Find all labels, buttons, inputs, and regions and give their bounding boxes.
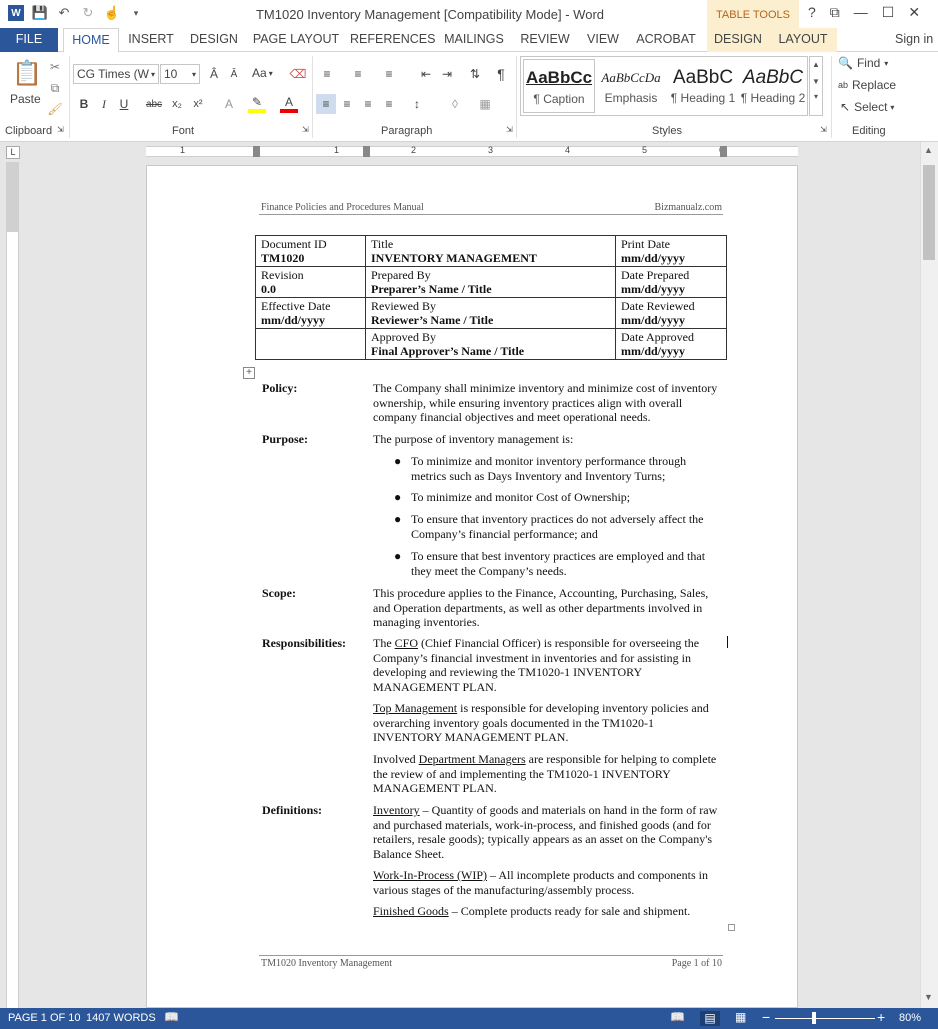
term-cfo: CFO [394, 636, 418, 650]
list-item: To minimize and monitor inventory performance through metrics such as Days Inventory and Inventory Turns; [411, 454, 687, 483]
line-spacing-icon[interactable]: ↕ [414, 97, 420, 111]
cell-label: Title [371, 237, 394, 251]
table-cell[interactable] [616, 298, 727, 329]
cell-value: mm/dd/yyyy [261, 313, 326, 327]
read-mode-icon[interactable]: 📖 [670, 1010, 685, 1024]
right-indent-marker[interactable] [720, 146, 727, 157]
group-divider [831, 56, 832, 138]
scroll-up-arrow-icon[interactable]: ▲ [924, 145, 933, 155]
text-run: – Complete products ready for sale and shipment. [448, 904, 691, 918]
format-painter-icon[interactable]: 🖌 [47, 102, 63, 116]
table-cell[interactable] [366, 267, 616, 298]
tab-acrobat[interactable]: ACROBAT [636, 32, 696, 46]
style-heading-1[interactable] [667, 59, 739, 113]
numbering-icon[interactable]: ≡ [354, 67, 362, 81]
cell-label: Date Prepared [621, 268, 690, 282]
style-caption[interactable] [523, 59, 595, 113]
term-top-management: Top Management [373, 701, 458, 715]
definition-wip [373, 868, 725, 897]
close-button[interactable]: ✕ [908, 4, 921, 20]
font-name-value: CG Times (W [77, 67, 149, 81]
text-cursor [727, 636, 728, 648]
list-item: To minimize and monitor Cost of Ownership; [411, 490, 631, 504]
paragraph-launcher-icon[interactable]: ⇲ [506, 125, 513, 134]
show-formatting-icon[interactable]: ¶ [497, 66, 505, 82]
cell-label: Reviewed By [371, 299, 436, 313]
customize-qat-icon[interactable]: ▾ [133, 7, 139, 18]
change-case-button[interactable] [252, 66, 273, 80]
cell-value: TM1020 [261, 251, 305, 265]
quick-access-toolbar [8, 5, 144, 21]
font-size-value: 10 [164, 67, 178, 81]
page-count[interactable]: PAGE 1 OF 10 [8, 1012, 81, 1024]
tab-table-layout[interactable]: LAYOUT [769, 28, 837, 52]
text-effects-icon[interactable]: A [224, 97, 233, 111]
style-sample: AaBbCcDa [601, 70, 661, 85]
word-logo-icon[interactable]: W [8, 5, 24, 21]
editing-group-label: Editing [852, 125, 886, 137]
footer-rule [259, 955, 723, 956]
purpose-text: The purpose of inventory management is: [373, 432, 574, 446]
scroll-down-arrow-icon[interactable]: ▼ [924, 992, 933, 1002]
tab-insert[interactable]: INSERT [128, 32, 174, 46]
policy-label: Policy: [262, 381, 298, 395]
definition-finished-goods [373, 904, 725, 919]
superscript-icon[interactable]: x² [193, 98, 203, 110]
term-department-managers: Department Managers [418, 752, 526, 766]
clear-formatting-icon[interactable]: ⌫ [289, 67, 307, 81]
tab-file[interactable]: FILE [0, 28, 58, 52]
select-label: Select [854, 100, 888, 114]
footer-left: TM1020 Inventory Management [261, 958, 393, 969]
table-cell[interactable] [256, 236, 366, 267]
bullet-icon: ● [394, 512, 402, 526]
tab-review[interactable]: REVIEW [520, 32, 570, 46]
term-finished-goods: Finished Goods [373, 904, 449, 918]
scroll-up-icon[interactable]: ▲ [812, 60, 820, 69]
replace-button[interactable] [838, 78, 896, 92]
table-cell[interactable] [616, 267, 727, 298]
table-row [256, 298, 727, 329]
tab-home[interactable]: HOME [63, 28, 119, 53]
font-name-combo[interactable] [73, 64, 159, 84]
minimize-button[interactable]: — [853, 4, 868, 20]
proofing-icon[interactable]: 📖 [164, 1010, 179, 1024]
cursor-icon: ↖ [840, 100, 851, 114]
table-cell[interactable] [256, 298, 366, 329]
table-cell[interactable] [366, 298, 616, 329]
style-sample: AaBbCc [525, 68, 593, 87]
definition-inventory [373, 803, 725, 862]
cut-icon[interactable]: ✂ [49, 60, 61, 74]
align-right-icon[interactable]: ≡ [364, 97, 372, 111]
responsibility-department-managers [373, 752, 725, 796]
text-run: – Quantity of goods and materials on hand in the form of raw and purchased materials, work-in-process, and finished goods (and for retailers, resale goods); typically appears as an asset on the Company's Balance Sheet. [373, 803, 718, 862]
style-name: ¶ Heading 2 [740, 91, 806, 105]
underline-icon[interactable]: U [119, 97, 129, 111]
style-name: ¶ Caption [533, 92, 585, 106]
increase-indent-icon[interactable]: ⇥ [441, 67, 453, 81]
cell-value: 0.0 [261, 282, 276, 296]
cell-label: Print Date [621, 237, 670, 251]
highlight-icon[interactable]: ✎ [248, 95, 266, 113]
grow-font-icon[interactable]: Â [209, 67, 218, 81]
replace-icon: ab [838, 80, 849, 90]
paste-button[interactable]: Paste [10, 92, 41, 106]
paste-icon[interactable]: 📋 [12, 59, 42, 87]
multilevel-list-icon[interactable]: ≡ [385, 67, 393, 81]
header-rule [259, 214, 723, 215]
document-control-table[interactable] [255, 235, 727, 360]
paragraph-group-label: Paragraph [381, 125, 433, 137]
table-cell[interactable] [366, 236, 616, 267]
style-emphasis[interactable] [595, 59, 667, 113]
cell-value: mm/dd/yyyy [621, 313, 686, 327]
cell-label: Effective Date [261, 299, 331, 313]
cell-value: mm/dd/yyyy [621, 251, 686, 265]
select-button[interactable] [840, 100, 894, 114]
ruler-mark: 5 [642, 145, 648, 155]
dropdown-arrow-icon: ▾ [191, 69, 196, 79]
table-resize-handle-icon[interactable] [728, 924, 735, 931]
undo-icon[interactable]: ↶ [58, 5, 70, 20]
sort-icon[interactable]: ⇅ [469, 67, 481, 81]
text-run: The [373, 636, 395, 650]
font-launcher-icon[interactable]: ⇲ [302, 125, 309, 134]
styles-launcher-icon[interactable]: ⇲ [820, 125, 827, 134]
shading-icon[interactable]: ◊ [452, 97, 458, 111]
more-styles-icon[interactable]: ▾ [813, 92, 818, 101]
ruler-mark: 1 [180, 145, 186, 155]
print-layout-icon[interactable]: ▤ [700, 1011, 720, 1026]
dropdown-arrow-icon: ▾ [150, 69, 155, 79]
replace-label: Replace [852, 78, 897, 92]
table-move-handle-icon[interactable]: + [243, 367, 255, 379]
vertical-scrollbar[interactable] [920, 142, 938, 1008]
align-center-icon[interactable]: ≡ [343, 97, 351, 111]
text-run: (Chief Financial Officer) is responsible for overseeing the Company’s financial investment in inventories and for assisting in developing and reviewing the TM1020-1 INVENTORY MANAGEMENT PLAN. [373, 636, 700, 695]
cell-value: mm/dd/yyyy [621, 282, 686, 296]
bullets-icon[interactable]: ≡ [323, 67, 331, 81]
word-count[interactable]: 1407 WORDS [86, 1012, 156, 1024]
tab-page-layout[interactable]: PAGE LAYOUT [252, 32, 340, 46]
tab-selector[interactable]: L [6, 146, 20, 159]
decrease-indent-icon[interactable]: ⇤ [420, 67, 432, 81]
zoom-slider-thumb[interactable] [812, 1012, 816, 1024]
responsibility-cfo [373, 636, 725, 695]
text-run: – All incomplete products and components in various stages of the manufacturing/assembly process. [373, 868, 708, 897]
footer-right: Page 1 of 10 [671, 958, 722, 969]
cell-value: mm/dd/yyyy [621, 344, 686, 358]
tab-design[interactable]: DESIGN [190, 32, 238, 46]
header-right: Bizmanualz.com [654, 202, 722, 213]
term-inventory: Inventory [373, 803, 420, 817]
cell-label: Date Approved [621, 330, 694, 344]
cell-label: Date Reviewed [621, 299, 695, 313]
group-divider [516, 56, 517, 138]
window-controls [808, 4, 920, 21]
binoculars-icon: 🔍 [838, 56, 853, 70]
ruler-mark: 4 [565, 145, 571, 155]
responsibility-top-management [373, 701, 725, 745]
redo-icon[interactable]: ↻ [82, 5, 94, 20]
help-icon[interactable]: ? [808, 4, 816, 20]
style-heading-2[interactable] [737, 59, 809, 113]
tab-view[interactable]: VIEW [587, 32, 619, 46]
table-cell[interactable] [256, 329, 366, 360]
change-case-label: Aa [252, 66, 267, 80]
ribbon-tabs [0, 28, 938, 52]
shrink-font-icon[interactable]: Ǎ [230, 68, 238, 80]
dropdown-arrow-icon: ▾ [884, 58, 889, 68]
bullet-icon: ● [394, 490, 402, 504]
style-name: Emphasis [604, 91, 658, 105]
style-name: ¶ Heading 1 [670, 91, 736, 105]
style-sample: AaBbC [742, 67, 804, 88]
clipboard-launcher-icon[interactable]: ⇲ [57, 125, 64, 134]
save-icon[interactable]: 💾 [31, 5, 49, 20]
group-divider [312, 56, 313, 138]
left-indent-marker[interactable] [253, 146, 260, 157]
styles-gallery[interactable] [520, 56, 808, 116]
style-sample: AaBbC [672, 67, 734, 88]
text-run: is responsible for developing inventory policies and overarching inventory goals documented in the TM1020-1 INVENTORY MANAGEMENT PLAN. [373, 701, 709, 745]
cell-value: Reviewer’s Name / Title [371, 313, 494, 327]
zoom-in-icon[interactable]: + [877, 1009, 886, 1025]
group-divider [69, 56, 70, 138]
table-tools-label: TABLE TOOLS [707, 0, 799, 28]
ruler-mark: 2 [411, 145, 417, 155]
status-bar [0, 1008, 938, 1029]
font-group-label: Font [172, 125, 195, 137]
font-color-icon[interactable]: A [280, 95, 298, 113]
text-run: are responsible for helping to complete the review of and implementing the TM1020-1 INVENTORY MANAGEMENT PLAN. [373, 752, 717, 796]
ribbon-display-icon[interactable]: ⧉ [829, 4, 840, 20]
tab-table-design[interactable]: DESIGN [707, 28, 769, 52]
horizontal-ruler[interactable] [146, 146, 798, 157]
list-item: To ensure that best inventory practices are employed and that they meet the Company’s needs. [411, 549, 706, 578]
cell-value: Final Approver’s Name / Title [371, 344, 525, 358]
definitions-label: Definitions: [262, 803, 322, 817]
dropdown-arrow-icon: ▾ [890, 102, 895, 112]
window-title: TM1020 Inventory Management [Compatibility Mode] - Word [255, 7, 605, 22]
tab-references[interactable]: REFERENCES [350, 32, 436, 46]
find-label: Find [856, 56, 881, 70]
scope-text: This procedure applies to the Finance, Accounting, Purchasing, Sales, and Operation departments, as well as other departments involved in managing inventories. [373, 586, 709, 630]
policy-text: The Company shall minimize inventory and minimize cost of inventory ownership, while ensuring inventory practices align with overall company financial objectives and meet operational needs. [373, 381, 718, 425]
cell-label: Approved By [371, 330, 436, 344]
styles-gallery-scroll[interactable] [809, 56, 823, 116]
strikethrough-icon[interactable]: abc [145, 98, 163, 110]
cell-label: Revision [261, 268, 304, 282]
touch-mode-icon[interactable]: ☝ [103, 5, 121, 20]
table-cell[interactable] [366, 329, 616, 360]
sign-in-link[interactable]: Sign in [895, 32, 934, 46]
bold-icon[interactable]: B [79, 97, 89, 111]
scrollbar-thumb[interactable] [923, 165, 935, 260]
term-wip: Work-In-Process (WIP) [373, 868, 487, 882]
zoom-level[interactable]: 80% [899, 1012, 922, 1024]
web-layout-icon[interactable]: ▦ [735, 1010, 747, 1024]
bullet-icon: ● [394, 549, 402, 563]
clipboard-group-label: Clipboard [5, 125, 53, 137]
styles-group-label: Styles [652, 125, 682, 137]
list-item: To ensure that inventory practices do not adversely affect the Company’s financial performance; and [411, 512, 704, 541]
dropdown-arrow-icon: ▾ [268, 68, 273, 78]
copy-icon[interactable]: ⧉ [50, 80, 60, 95]
maximize-button[interactable]: ☐ [881, 4, 895, 20]
ruler-mark: 1 [334, 145, 340, 155]
cell-label: Document ID [261, 237, 327, 251]
vertical-ruler-margin [6, 162, 19, 232]
cell-label: Prepared By [371, 268, 431, 282]
text-run: Involved [373, 752, 419, 766]
cell-value: Preparer’s Name / Title [371, 282, 492, 296]
zoom-slider-track[interactable] [775, 1018, 875, 1019]
table-row [256, 329, 727, 360]
table-cell[interactable] [616, 329, 727, 360]
table-row [256, 236, 727, 267]
cell-value: INVENTORY MANAGEMENT [371, 251, 537, 265]
font-size-combo[interactable] [160, 64, 200, 84]
scroll-down-icon[interactable]: ▼ [812, 77, 820, 86]
table-cell[interactable] [616, 236, 727, 267]
purpose-label: Purpose: [262, 432, 308, 446]
align-left-icon[interactable]: ≡ [316, 94, 336, 114]
table-cell[interactable] [256, 267, 366, 298]
zoom-out-icon[interactable]: − [762, 1009, 771, 1025]
justify-icon[interactable]: ≡ [385, 97, 393, 111]
borders-icon[interactable]: ▦ [479, 97, 491, 111]
responsibilities-label: Responsibilities: [262, 636, 347, 650]
table-row [256, 267, 727, 298]
hanging-indent-marker[interactable] [363, 146, 370, 157]
bullet-icon: ● [394, 454, 402, 468]
scope-label: Scope: [262, 586, 296, 600]
vertical-ruler[interactable] [6, 162, 19, 1008]
subscript-icon[interactable]: x₂ [172, 98, 182, 110]
header-left: Finance Policies and Procedures Manual [261, 202, 424, 213]
ruler-mark: 3 [488, 145, 494, 155]
tab-mailings[interactable]: MAILINGS [444, 32, 504, 46]
italic-icon[interactable]: I [102, 96, 106, 111]
find-button[interactable] [838, 56, 888, 70]
